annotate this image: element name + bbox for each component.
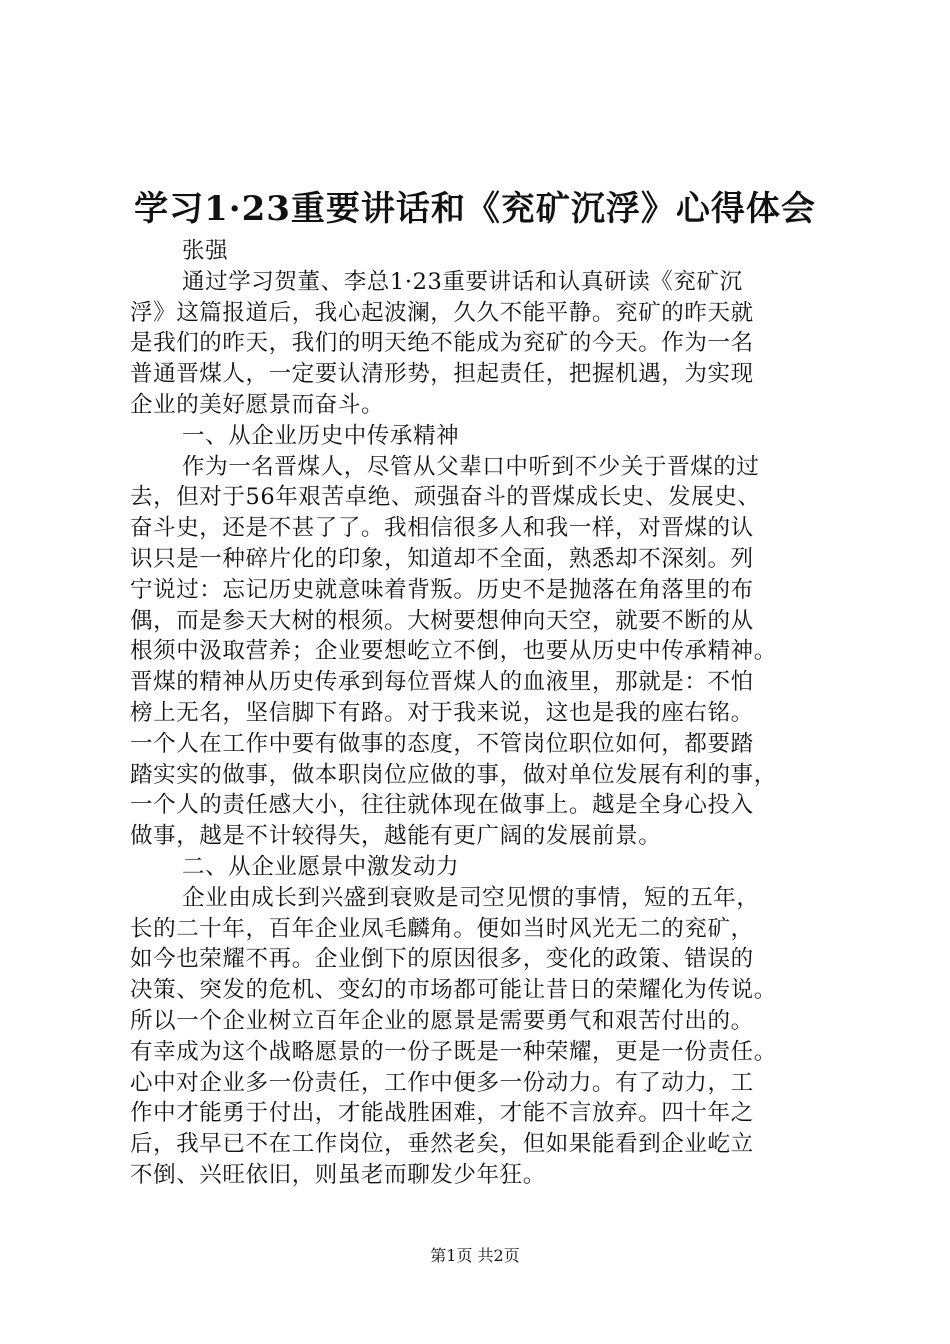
text-line: 踏实实的做事，做本职岗位应做的事，做对单位发展有利的事，: [130, 761, 777, 788]
text-line: 做事，越是不计较得失，越能有更广阔的发展前景。: [130, 823, 662, 850]
author-line: 张强: [182, 238, 229, 264]
text-line: 决策、突发的危机、变幻的市场都可能让昔日的荣耀化为传说。: [130, 977, 777, 1004]
text-line: 有幸成为这个战略愿景的一份子既是一种荣耀，更是一份责任。: [130, 1038, 777, 1065]
text-line: 浮》这篇报道后，我心起波澜，久久不能平静。兖矿的昨天就: [130, 299, 754, 326]
text-line: 作为一名晋煤人，尽管从父辈口中听到不少关于晋煤的过: [182, 453, 760, 480]
text-line: 奋斗史，还是不甚了了。我相信很多人和我一样，对晋煤的认: [130, 515, 754, 542]
text-line: 作中才能勇于付出，才能战胜困难，才能不言放弃。四十年之: [130, 1100, 754, 1127]
document-title: 学习1·23重要讲话和《兖矿沉浮》心得体会: [134, 189, 816, 229]
text-line: 根须中汲取营养；企业要想屹立不倒，也要从历史中传承精神。: [130, 638, 777, 665]
body-lines: [130, 267, 830, 1191]
text-line: 如今也荣耀不再。企业倒下的原因很多，变化的政策、错误的: [130, 946, 754, 973]
text-line: 是我们的昨天，我们的明天绝不能成为兖矿的今天。作为一名: [130, 330, 754, 357]
text-line: 一个人的责任感大小，往往就体现在做事上。越是全身心投入: [130, 792, 754, 819]
text-line: 普通晋煤人，一定要认清形势，担起责任，把握机遇，为实现: [130, 361, 754, 388]
text-line: 二、从企业愿景中激发动力: [182, 853, 460, 880]
text-line: 不倒、兴旺依旧，则虽老而聊发少年狂。: [130, 1161, 546, 1188]
text-line: 长的二十年，百年企业凤毛麟角。便如当时风光无二的兖矿，: [130, 915, 754, 942]
text-line: 去，但对于56年艰苦卓绝、顽强奋斗的晋煤成长史、发展史、: [130, 484, 761, 511]
text-line: 宁说过：忘记历史就意味着背叛。历史不是抛落在角落里的布: [130, 576, 754, 603]
text-line: 心中对企业多一份责任，工作中便多一份动力。有了动力，工: [130, 1069, 754, 1096]
text-line: 企业由成长到兴盛到衰败是司空见惯的事情，短的五年，: [182, 884, 760, 911]
document-body: [130, 236, 830, 1191]
text-line: 偶，而是参天大树的根须。大树要想伸向天空，就要不断的从: [130, 607, 754, 634]
text-line: 后，我早已不在工作岗位，垂然老矣，但如果能看到企业屹立: [130, 1131, 754, 1158]
page-footer: 第1页 共2页: [430, 1246, 520, 1265]
text-line: 榜上无名，坚信脚下有路。对于我来说，这也是我的座右铭。: [130, 699, 754, 726]
text-line: 晋煤的精神从历史传承到每位晋煤人的血液里，那就是：不怕: [130, 669, 754, 696]
text-line: 识只是一种碎片化的印象，知道却不全面，熟悉却不深刻。列: [130, 545, 754, 572]
text-line: 通过学习贺董、李总1·23重要讲话和认真研读《兖矿沉: [182, 268, 743, 295]
text-line: 一个人在工作中要有做事的态度，不管岗位职位如何，都要踏: [130, 730, 754, 757]
text-line: 企业的美好愿景而奋斗。: [130, 391, 385, 418]
text-line: 所以一个企业树立百年企业的愿景是需要勇气和艰苦付出的。: [130, 1007, 754, 1034]
text-line: 一、从企业历史中传承精神: [182, 422, 460, 449]
